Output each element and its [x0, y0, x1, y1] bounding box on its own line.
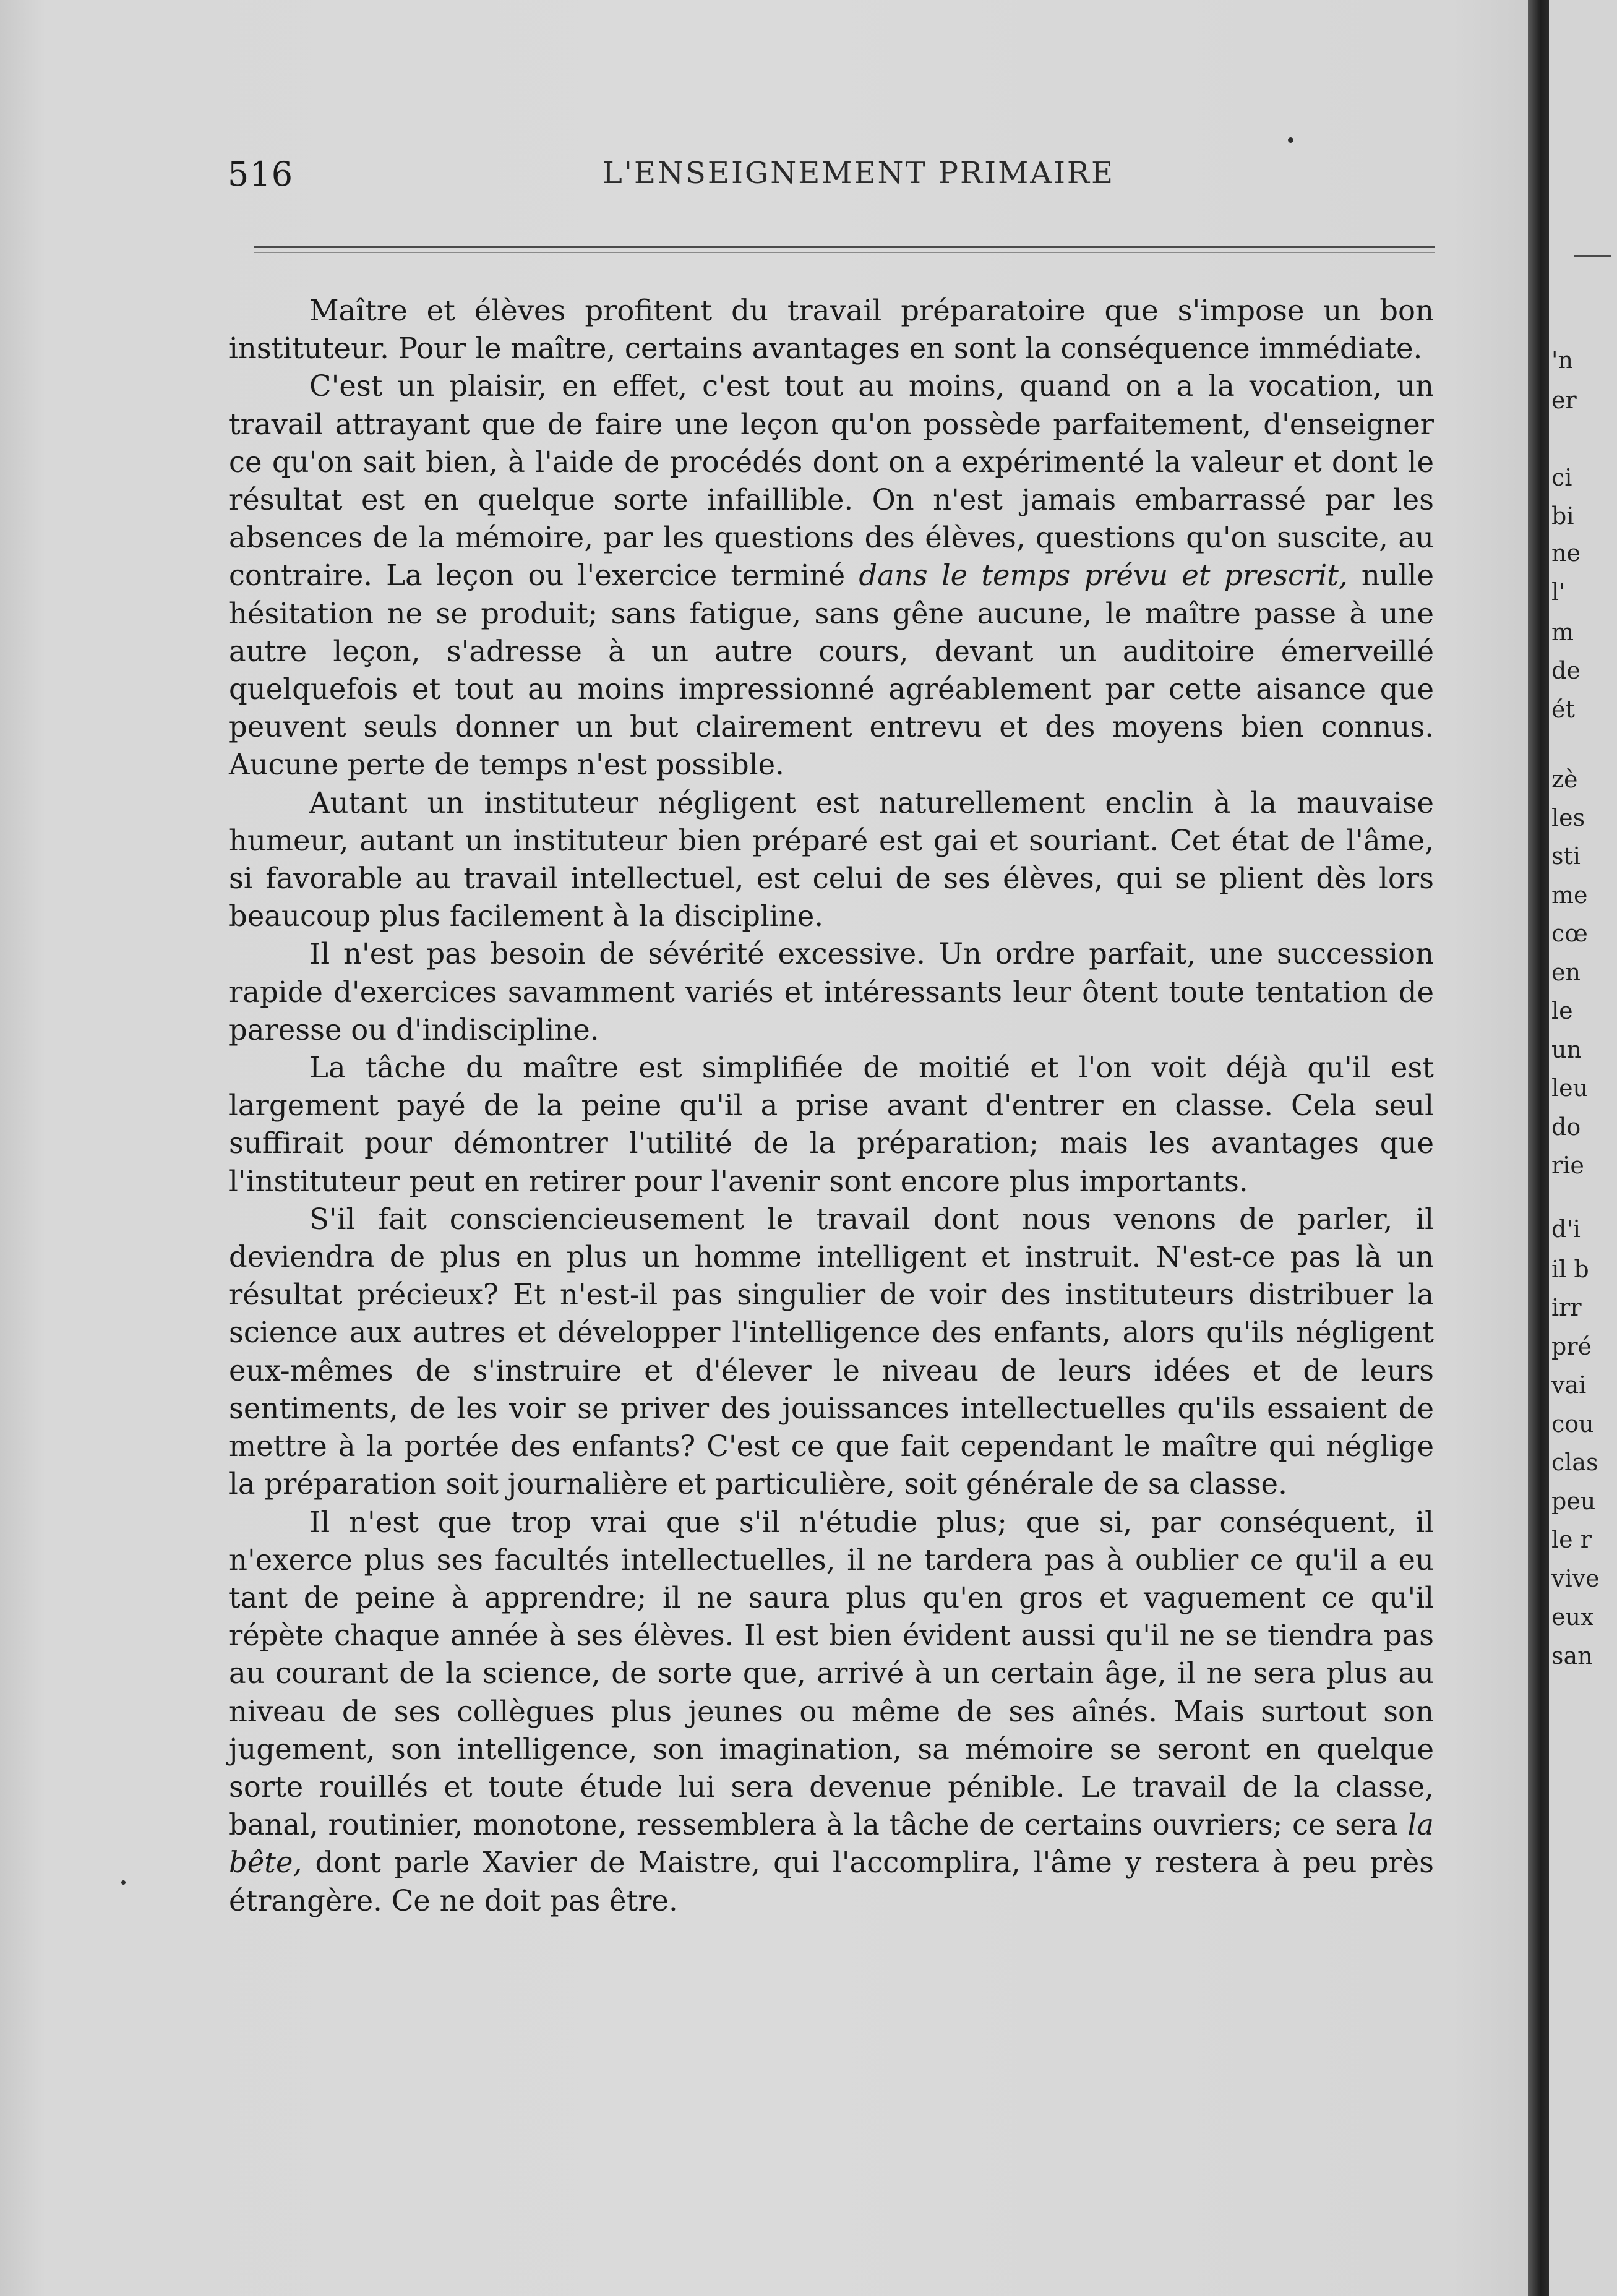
next-page-fragment: san [1551, 1642, 1593, 1669]
next-page-fragment: d'i [1551, 1215, 1581, 1243]
next-page-fragment: un [1551, 1036, 1582, 1063]
paragraph-4 [229, 935, 1434, 1049]
page-number: 516 [228, 155, 294, 194]
header-rule-thin [254, 252, 1435, 253]
page-right-edge [1549, 0, 1617, 2296]
paragraph-1-text: Maître et élèves profitent du travail préparatoire que s'impose un bon instituteur. Pour le maître, certains avantages en sont la conséquence immédiate. [229, 294, 1434, 366]
next-page-fragment: le [1551, 997, 1573, 1024]
paragraph-7 [229, 1504, 1434, 1920]
next-page-fragment: vai [1551, 1371, 1587, 1399]
paragraph-6 [229, 1201, 1434, 1504]
next-page-fragment: en [1551, 959, 1581, 986]
next-page-fragment: m [1551, 619, 1574, 646]
book-gutter [1528, 0, 1549, 2296]
paragraph-7-tail: dont parle Xavier de Maistre, qui l'accomplira, l'âme y restera à peu près étrangère. Ce ne doit pas être. [229, 1846, 1434, 1917]
paragraph-2-text: C'est un plaisir, en effet, c'est tout au moins, quand on a la vocation, un travail attrayant que de faire une leçon qu'on possède parfaitement, d'enseigner ce qu'on sait bien, à l'aide de procédés dont on a expérimenté la valeur et dont le résultat est en quelque sorte infaillible. On n'est jamais embarrassé par les absences de la mémoire, par les questions des élèves, questions qu'on suscite, au contraire. La leçon ou l'exercice terminé [229, 369, 1434, 593]
running-head: L'ENSEIGNEMENT PRIMAIRE [602, 156, 1115, 191]
next-page-fragment: 'n [1551, 346, 1573, 374]
header-rule [254, 246, 1435, 248]
next-page-fragment: clas [1551, 1449, 1598, 1476]
paragraph-2 [229, 367, 1434, 784]
next-page-fragment: ci [1551, 464, 1572, 491]
paragraph-3 [229, 784, 1434, 936]
next-page-fragment: les [1551, 804, 1585, 831]
next-page-fragment: pré [1551, 1333, 1592, 1360]
next-page-rule [1574, 255, 1611, 257]
next-page-fragment: do [1551, 1113, 1581, 1141]
page-header [228, 148, 1434, 198]
next-page-fragment: ét [1551, 696, 1575, 723]
next-page-fragment: irr [1551, 1294, 1582, 1321]
next-page-fragment: leu [1551, 1074, 1589, 1102]
next-page-fragment: cœ [1551, 920, 1588, 947]
ink-speck [1288, 137, 1293, 143]
paragraph-2-tail: nulle hésitation ne se produit; sans fatigue, sans gêne aucune, le maître passe à une autre leçon, s'adresse à un autre cours, devant un auditoire émerveillé quelquefois et tout au moins impressionné agréablement par cette aisance que peuvent seuls donner un but clairement entrevu et des moyens bien connus. Aucune perte de temps n'est possible. [229, 559, 1434, 782]
next-page-fragment: il b [1551, 1256, 1589, 1283]
next-page-fragment: le r [1551, 1526, 1592, 1553]
next-page-fragment: me [1551, 881, 1588, 909]
paragraph-5 [229, 1049, 1434, 1201]
paragraph-6-text: S'il fait consciencieusement le travail dont nous venons de parler, il deviendra de plus en plus un homme intelligent et instruit. N'est-ce pas là un résultat précieux? Et n'est-il pas singulier de voir des instituteurs distribuer la science aux autres et développer l'intelligence des enfants, alors qu'ils négligent eux-mêmes de s'instruire et d'élever le niveau de leurs idées et de leurs sentiments, de les voir se priver des jouissances intellectuelles qu'ils essaient de mettre à la portée des enfants? C'est ce que fait cependant le maître qui néglige la préparation soit journalière et particulière, soit générale de sa classe. [229, 1202, 1434, 1501]
next-page-fragment: zè [1551, 766, 1578, 793]
paragraph-7-text: Il n'est que trop vrai que s'il n'étudie plus; que si, par conséquent, il n'exerce plus ses facultés intellectuelles, il ne tardera pas à oublier ce qu'il a eu tant de peine à apprendre; il ne saura plus qu'en gros et vaguement ce qu'il répète chaque année à ses élèves. Il est bien évident aussi qu'il ne se tiendra pas au courant de la science, de sorte que, arrivé à un certain âge, il ne sera plus au niveau de ses collègues plus jeunes ou même de ses aînés. Mais surtout son jugement, son intelligence, son imagination, sa mémoire se seront en quelque sorte rouillés et toute étude lui sera devenue pénible. Le travail de la classe, banal, routinier, monotone, ressemblera à la tâche de certains ouvriers; ce sera [229, 1505, 1434, 1842]
paragraph-4-text: Il n'est pas besoin de sévérité excessive. Un ordre parfait, une succession rapide d'exercices savamment variés et intéressants leur ôtent toute tentation de paresse ou d'indiscipline. [229, 937, 1434, 1047]
paragraph-3-text: Autant un instituteur négligent est naturellement enclin à la mauvaise humeur, autant un instituteur bien préparé est gai et souriant. Cet état de l'âme, si favorable au travail intellectuel, est celui de ses élèves, qui se plient dès lors beaucoup plus facilement à la discipline. [229, 786, 1434, 933]
next-page-fragment: l' [1551, 578, 1566, 606]
next-page-fragment: peu [1551, 1488, 1596, 1515]
next-page-fragment: rie [1551, 1152, 1584, 1179]
next-page-fragment: sti [1551, 842, 1581, 870]
next-page-fragment: er [1551, 387, 1577, 414]
paragraph-2-italic: dans le temps prévu et prescrit, [859, 559, 1348, 593]
paragraph-5-text: La tâche du maître est simplifiée de moitié et l'on voit déjà qu'il est largement payé de la peine qu'il a prise avant d'entrer en classe. Cela seul suffirait pour démontrer l'utilité de la préparation; mais les avantages que l'instituteur peut en retirer pour l'avenir sont encore plus importants. [229, 1051, 1434, 1198]
next-page-fragment: cou [1551, 1410, 1594, 1437]
next-page-fragment: ne [1551, 539, 1581, 567]
next-page-fragment: eux [1551, 1603, 1594, 1630]
next-page-fragment: bi [1551, 502, 1574, 529]
ink-speck [121, 1880, 126, 1885]
paragraph-1 [229, 292, 1434, 367]
body-text [229, 292, 1434, 1920]
paragraph-7-italic: la bête, [229, 1808, 1434, 1880]
next-page-fragment: de [1551, 657, 1581, 684]
next-page-fragment: vive [1551, 1565, 1600, 1592]
